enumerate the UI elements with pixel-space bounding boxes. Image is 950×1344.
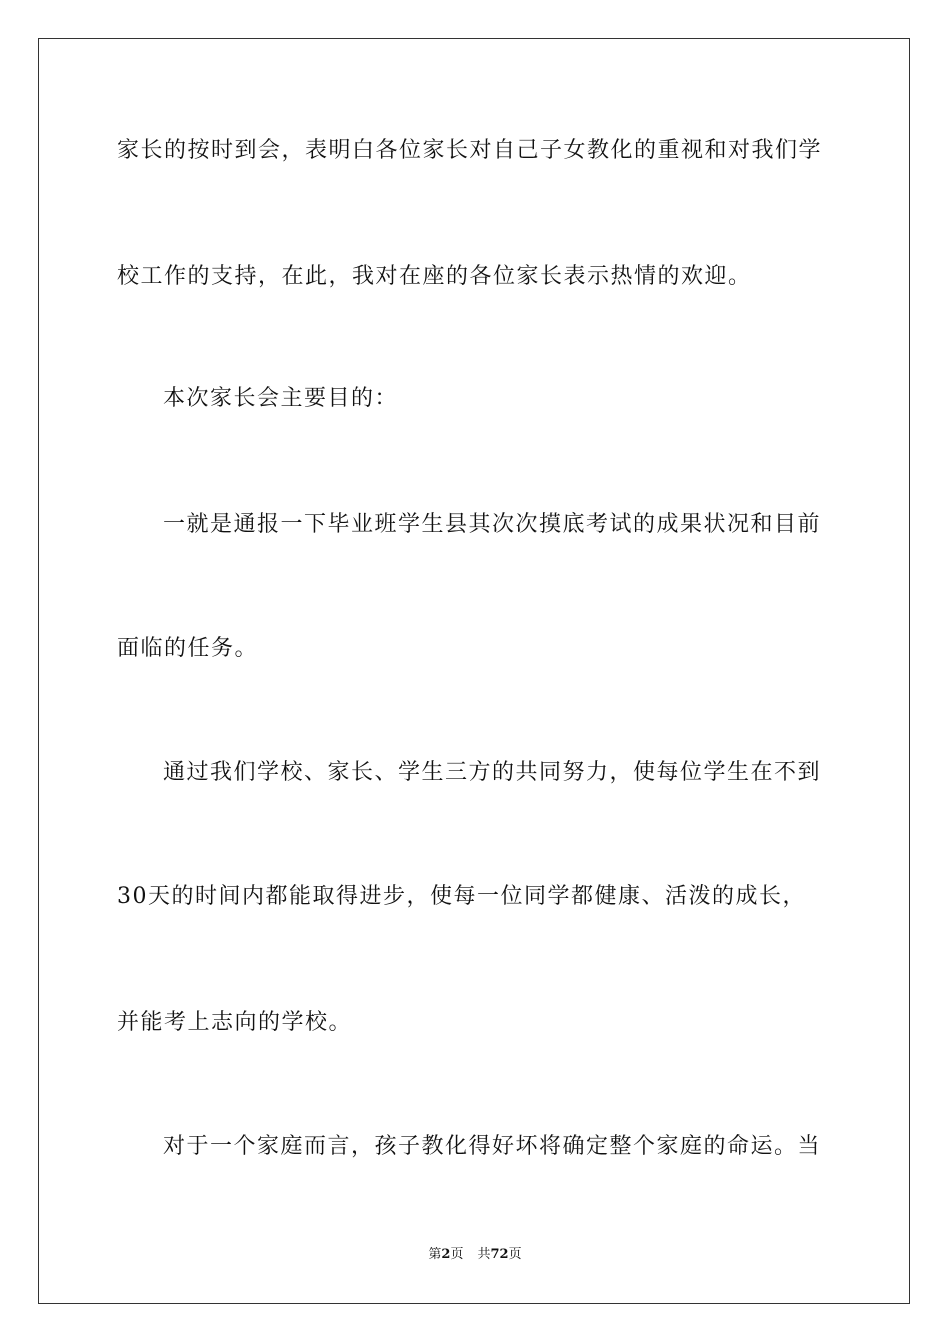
text-line-9: 对于一个家庭而言，孩子教化得好坏将确定整个家庭的命运。当 xyxy=(163,1134,822,1159)
text-line-7: 30天的时间内都能取得进步，使每一位同学都健康、活泼的成长， xyxy=(117,884,806,909)
text-line-3: 本次家长会主要目的： xyxy=(163,386,399,411)
page-border xyxy=(38,38,910,1304)
text-line-6: 通过我们学校、家长、学生三方的共同努力，使每位学生在不到 xyxy=(163,760,822,785)
page-footer xyxy=(0,1246,950,1264)
total-pages: 72 xyxy=(490,1247,509,1262)
text-line-1: 家长的按时到会，表明白各位家长对自己子女教化的重视和对我们学 xyxy=(117,138,823,163)
text-line-2: 校工作的支持，在此，我对在座的各位家长表示热情的欢迎。 xyxy=(117,264,752,289)
page-suffix: 页 xyxy=(450,1247,464,1262)
total-suffix: 页 xyxy=(508,1247,522,1262)
page-number: 2 xyxy=(441,1247,451,1262)
text-line-4: 一就是通报一下毕业班学生县其次次摸底考试的成果状况和目前 xyxy=(163,512,822,537)
page-prefix: 第 xyxy=(428,1247,442,1262)
text-line-8: 并能考上志向的学校。 xyxy=(117,1010,353,1035)
total-prefix: 共 xyxy=(477,1247,491,1262)
text-line-5: 面临的任务。 xyxy=(117,636,259,661)
